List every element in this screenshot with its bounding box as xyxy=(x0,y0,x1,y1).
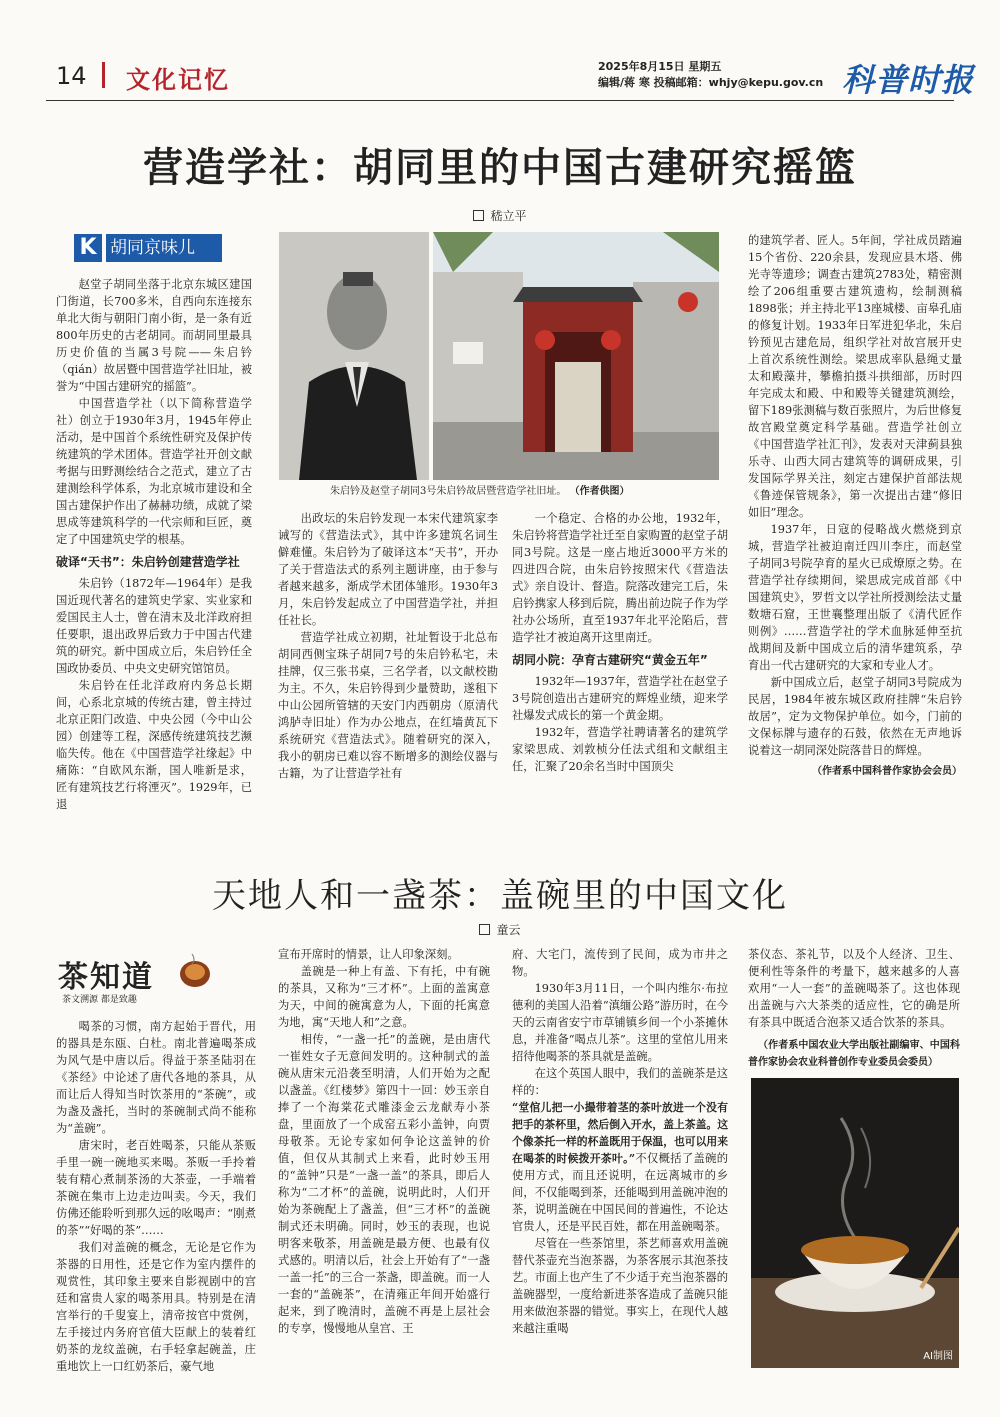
paragraph: 在这个英国人眼中，我们的盖碗茶是这样的： xyxy=(512,1067,728,1097)
paragraph: 中国营造学社（以下简称营造学社）创立于1930年3月，1945年停止活动，是中国首个系统性研究及保护传统建筑的学术团体。营造学社开创文献考据与田野测绘结合之范式，建立了古建测绘科学体系，为北京城市建设和全国古建保护作出了赫赫功绩，成就了梁思成等建筑科学的一代宗师和巨匠，奠定了中国建筑史学的根基。 xyxy=(56,397,252,546)
article1-col1 xyxy=(56,276,252,813)
paragraph: 出政坛的朱启钤发现一本宋代建筑家李诫写的《营造法式》，其中许多建筑名词生僻难懂。朱启钤为了破译这本“天书”，开办了关于营造法式的系列主题讲座，由于参与者越来越多，渐成学术团体雏形。1930年3月，朱启钤发起成立了中国营造学社，并担任社长。 xyxy=(278,512,498,627)
paragraph: 一个稳定、合格的办公地，1932年，朱启钤将营造学社迁至自家购置的赵堂子胡同3号院。这是一座占地近3000平方米的四进四合院，由朱启钤按照宋代《营造法式》亲自设计、督造。院落改建完工后，朱启钤携家人移到后院，腾出前边院子作为学社办公场所，直至1937年北平沦陷后，营造学社才被迫离开这里南迁。 xyxy=(512,512,728,644)
paragraph: 的建筑学者、匠人。5年间，学社成员踏遍15个省份、220余县，发现应县木塔、佛光寺等遗珍；调查古建筑2783处，精密测绘了206组重要古建筑遗构，绘制测稿1898张；并主持北平13座城楼、亩皋孔庙的修复计划。1933年日军进犯华北，朱启钤预见古建危局，组织学社对故宫展开史上首次系统性测绘。梁思成率队悬绳丈量太和殿藻井，攀檐拍摄斗拱细部，历时四年完成太和殿、中和殿等关键建筑测绘，留下189张测稿与数百张照片，为后世修复故宫殿堂奠定科学基础。营造学社创立《中国营造学社汇刊》，发表对天津蓟县独乐寺、山西大同古建筑等的调研成果，引发国际学界关注，刻定古建保护首部法规《鲁迹保管规条》，第一次提出古建“修旧如旧”理念。 xyxy=(748,234,962,519)
editor-line: 编辑/蒋 寒 投稿邮箱：whjy@kepu.gov.cn xyxy=(598,76,824,89)
courtyard-illustration xyxy=(433,232,719,480)
paragraph: 宣布开席时的情景，让人印象深刻。 xyxy=(278,948,459,961)
article2-col1 xyxy=(56,1018,256,1375)
article2-col2 xyxy=(278,946,490,1337)
paragraph: 唐宋时，老百姓喝茶，只能从茶贩手里一碗一碗地买来喝。茶贩一手拎着装有精心煮制茶汤的大茶壶，一手端着茶碗在集市上边走边叫卖。今天，我们仿佛还能聆听到那久远的吆喝声：“刚煮的茶”“好喝的茶”…… xyxy=(56,1139,256,1237)
paragraph: 尽管在一些茶馆里，茶艺师喜欢用盖碗替代茶壶充当泡茶器，为茶客展示其泡茶技艺。市面上也产生了不少适于充当泡茶器的盖碗器型，一度给新进茶客造成了盖碗只能用来做泡茶器的错觉。事实上，在现代人越来越注重喝 xyxy=(512,1237,728,1335)
article1-byline xyxy=(0,207,1000,224)
header-divider xyxy=(102,62,105,88)
portrait-illustration xyxy=(279,232,429,480)
paragraph: 盖碗是一种上有盖、下有托，中有碗的茶具，又称为“三才杯”。上面的盖寓意为天，中间的碗寓意为人，下面的托寓意为地，寓“天地人和”之意。 xyxy=(278,965,490,1029)
photo-credit: （作者供图） xyxy=(569,486,630,497)
article2-byline xyxy=(0,921,1000,938)
paragraph: 朱启钤（1872年—1964年）是我国近现代著名的建筑史学家、实业家和爱国民主人士，曾在清末及北洋政府担任要职，退出政界后致力于中国古代建筑的研究。新中国成立后，朱启钤任全国政协委员、中央文史研究馆馆员。 xyxy=(56,577,252,675)
column-logo xyxy=(74,234,222,262)
paragraph: 相传，“一盏一托”的盖碗，是由唐代一崔姓女子无意间发明的。这种制式的盖碗从唐宋元沿袭至明清，人们开始为之配以盏盖。《红楼梦》第四十一回：妙玉亲自捧了一个海棠花式雕漆金云龙献寿小茶盘，里面放了一个成窑五彩小盖钟，向贾母敬茶。无论专家如何争论这盖钟的价值，但仅从其制式上来看，此时妙玉用的“盖钟”只是“一盏一盖”的茶具，即后人称为“二才杯”的盖碗，说明此时，人们开始为茶碗配上了盏盖，但“三才杯”的盖碗制式还未明确。同时，妙玉的表现，也说明客来敬茶，用盖碗是最方便、也最有仪式感的。明清以后，社会上开始有了“一盏一盖一托”的三合一茶盏，即盖碗。而一人一套的“盖碗茶”，在清雍正年间开始盛行起来，到了晚清时，盖碗不再是上层社会的专享，慢慢地从皇宫、王 xyxy=(278,1033,490,1335)
ai-image-tag: AI制图 xyxy=(923,1351,953,1362)
article2-col4 xyxy=(748,946,960,1071)
column-logo-text: 胡同京味儿 xyxy=(106,234,222,262)
quote-comment: 不仅概括了盖碗的使用方式，而且还说明，在远离城市的乡间，不仅能喝到茶，还能喝到用盖碗冲泡的茶，说明盖碗在中国民间的普遍性，不论达官贵人，还是平民百姓，都在用盖碗喝茶。 xyxy=(512,1152,728,1233)
section-title: 文化记忆 xyxy=(126,66,230,94)
page-number: 14 xyxy=(56,62,87,90)
paragraph: 1932年，营造学社聘请著名的建筑学家梁思成、刘敦桢分任法式组和文献组主任，汇聚了20余名当时中国顶尖 xyxy=(512,726,728,773)
paragraph: 赵堂子胡同坐落于北京东城区建国门街道，长700多米，自西向东连接东单北大街与朝阳门南小街，是一条有近800年历史的古老胡同。而胡同里最具历史价值的当属3号院——朱启钤（qián）故居暨中国营造学社旧址，被誉为“中国古建研究的摇篮”。 xyxy=(56,278,252,393)
photo-caption xyxy=(330,482,630,497)
subheading: 破译“天书”：朱启钤创建营造学社 xyxy=(56,555,240,569)
article1-title: 营造学社：胡同里的中国古建研究摇篮 xyxy=(143,145,857,191)
quote-paragraph xyxy=(512,1099,728,1235)
article2-title: 天地人和一盏茶：盖碗里的中国文化 xyxy=(212,876,788,916)
paragraph: 新中国成立后，赵堂子胡同3号院成为民居，1984年被东城区政府挂牌“朱启钤故居”，定为文物保护单位。如今，门前的文保标牌与遗存的石鼓，依然在无声地诉说着这一胡同深处院落昔日的辉煌。 xyxy=(748,676,962,757)
paragraph: 茶仪态、茶礼节，以及个人经济、卫生、便利性等条件的考量下，越来越多的人喜欢用“一人一套”的盖碗喝茶了。这也体现出盖碗与六大茶类的适应性，它的确是所有茶具中既适合泡茶又适合饮茶的茶具。 xyxy=(748,948,960,1029)
gaiwan-illustration xyxy=(751,1078,959,1368)
author-note: （作者系中国科普作家协会会员） xyxy=(812,766,962,777)
article2-author: 童云 xyxy=(496,923,521,937)
newspaper-name: 科普时报 xyxy=(842,61,975,99)
article1-col2 xyxy=(278,510,498,782)
paragraph: 我们对盖碗的概念，无论是它作为茶器的日用性，还是它作为室内摆件的观赏性，其印象主要来自影视剧中的宫廷和富贵人家的喝茶用具。特别是在清宫举行的千叟宴上，清帝按官中赏例，左手接过内务府官值大臣献上的装着红奶茶的龙纹盖碗，右手轻拿起碗盖，庄重地饮上一口红奶茶后，豪气地 xyxy=(56,1241,256,1373)
column-logo-mark: K xyxy=(74,234,102,262)
paragraph: 1937年，日寇的侵略战火燃烧到京城，营造学社被迫南迁四川李庄，而赵堂子胡同3号院孕育的星火已成燎原之势。在营造学社存续期间，梁思成完成首部《中国建筑史》，罗哲文以学社所授测绘法丈量数塘石窟，王世襄整理出版了《清代匠作则例》……营造学社的学术血脉延伸至抗战期间及新中国成立后的清华建筑系，孕育出一代古建研究的大家和专业人才。 xyxy=(748,523,962,672)
teacup-icon xyxy=(178,952,212,990)
tea-column-logo xyxy=(58,948,208,1010)
portrait-photo xyxy=(279,232,429,480)
byline-box-icon xyxy=(479,924,490,935)
article1-author: 嵇立平 xyxy=(490,209,527,223)
subheading: 胡同小院：孕育古建研究“黄金五年” xyxy=(512,653,708,667)
tea-photo xyxy=(751,1078,959,1368)
courtyard-gate-photo xyxy=(433,232,719,480)
article1-col3 xyxy=(512,510,728,775)
article2-col3 xyxy=(512,946,728,1337)
tea-logo-text: 茶知道 xyxy=(58,960,154,995)
author-note: （作者系中国农业大学出版社副编审、中国科普作家协会农业科普创作专业委员会委员） xyxy=(748,1040,960,1068)
paragraph: 府、大宅门，流传到了民间，成为市井之物。 xyxy=(512,948,728,978)
byline-box-icon xyxy=(473,210,484,221)
tea-logo-subtitle: 茶文溯源 都是致趣 xyxy=(62,995,137,1005)
paragraph: 朱启钤在任北洋政府内务总长期间，心系北京城的传统古建，曾主持过北京正阳门改造、中央公园（今中山公园）创建等工程，深感传统建筑技艺濒临失传。他在《中国营造学社缘起》中痛陈：“自欧风东渐，国人唯新是求，匠有建筑技艺行将湮灭”。1929年，已退 xyxy=(56,679,252,811)
article1-col4 xyxy=(748,232,962,780)
photo-caption-text: 朱启钤及赵堂子胡同3号朱启钤故居暨营造学社旧址。 xyxy=(330,486,567,497)
issue-date: 2025年8月15日 星期五 xyxy=(598,60,722,73)
paragraph: 1932年—1937年，营造学社在赵堂子3号院创造出古建研究的辉煌业绩，迎来学社爆发式成长的第一个黄金期。 xyxy=(512,675,728,722)
paragraph: 喝茶的习惯，南方起始于晋代，用的器具是东瓯、白杜。南北普遍喝茶成为风气是中唐以后。得益于茶圣陆羽在《茶经》中论述了唐代各地的茶具，从而让后人得知当时饮茶用的“茶碗”，或为盏及盏托，当时的茶碗制式尚不能称为“盖碗”。 xyxy=(56,1020,256,1135)
paragraph: 1930年3月11日，一个叫内维尔·布拉德利的美国人沿着“滇缅公路”游历时，在今天的云南省安宁市草铺镇乡间一个小茶摊休息，并准备“喝点儿茶”。这里的堂倌儿用来招待他喝茶的茶具就是盖碗。 xyxy=(512,982,728,1063)
paragraph: 营造学社成立初期，社址暂设于北总布胡同西侧宝珠子胡同7号的朱启钤私宅，未挂牌，仅三张书桌，三名学者，以文献校勘为主。不久，朱启钤得到少量赞助，遂租下中山公园所管辖的天安门内西朝房（原清代鸿胪寺旧址）作为办公地点，在红墙黄瓦下系统研究《营造法式》。随着研究的深入，我小的朝房已难以容不断增多的测绘仪器与古籍，为了让营造学社有 xyxy=(278,631,498,780)
header-rule xyxy=(46,100,954,101)
quote-text: “堂倌儿把一小撮带着茎的茶叶放进一个没有把手的茶杯里，然后倒入开水，盖上茶盖。这个像茶托一样的杯盖既用于保温，也可以用来在喝茶的时候拨开茶叶。” xyxy=(512,1101,728,1165)
